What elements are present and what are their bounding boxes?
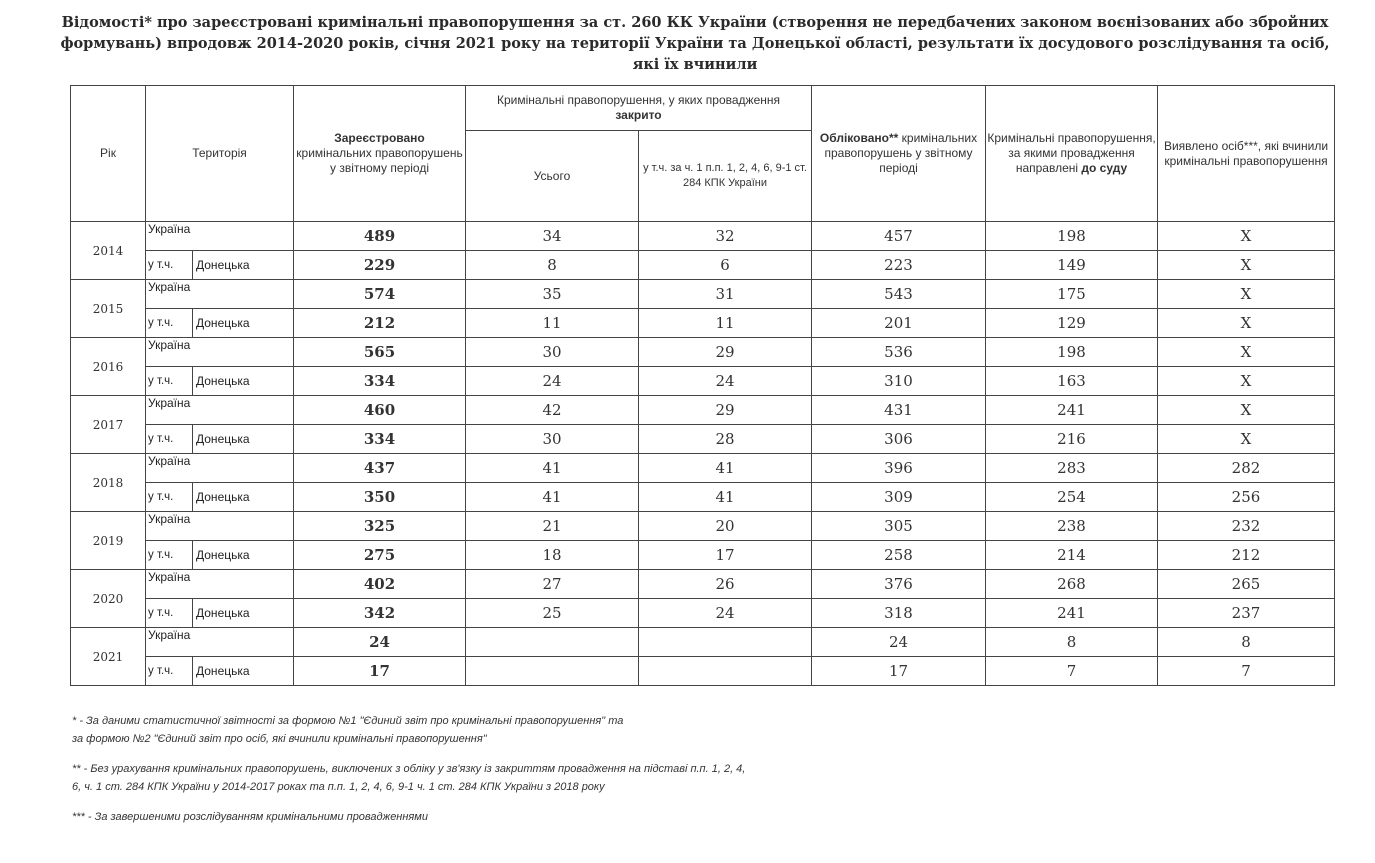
year-cell: 2019: [71, 512, 146, 570]
cell-registered: 460: [294, 396, 466, 425]
cell-closed-total: 30: [466, 338, 639, 367]
cell-registered: 229: [294, 251, 466, 280]
cell-closed-total: 8: [466, 251, 639, 280]
table-row-donetsk: [71, 251, 1335, 280]
territory-ukraine: Україна: [146, 454, 294, 483]
header-registered-bold: Зареєстровано: [334, 131, 425, 145]
cell-recorded: 376: [812, 570, 986, 599]
cell-closed-incl: 41: [639, 483, 812, 512]
header-registered-rest: кримінальних правопорушень у звітному періоді: [296, 146, 463, 175]
table-row-donetsk: [71, 425, 1335, 454]
cell-closed-total: 34: [466, 222, 639, 251]
cell-to-court: 149: [986, 251, 1158, 280]
cell-registered: 565: [294, 338, 466, 367]
cell-persons: Х: [1158, 367, 1335, 396]
statistics-table: [70, 85, 1335, 686]
territory-donetsk: Донецька: [193, 251, 294, 280]
cell-closed-total: [466, 657, 639, 686]
including-label: у т.ч.: [146, 251, 193, 280]
cell-closed-total: 21: [466, 512, 639, 541]
table-row-donetsk: [71, 541, 1335, 570]
header-closed-incl: у т.ч. за ч. 1 п.п. 1, 2, 4, 6, 9-1 ст. 284 КПК України: [639, 131, 812, 222]
cell-persons: Х: [1158, 309, 1335, 338]
cell-to-court: 163: [986, 367, 1158, 396]
footnote-1-line-2: за формою №2 "Єдиний звіт про осіб, які вчинили кримінальні правопорушення": [72, 733, 487, 745]
cell-to-court: 8: [986, 628, 1158, 657]
cell-closed-total: 41: [466, 483, 639, 512]
territory-donetsk: Донецька: [193, 425, 294, 454]
footnotes: [72, 712, 972, 826]
header-to-court-text: Кримінальні правопорушення, за якими провадження направлені: [987, 131, 1156, 175]
header-row-1: [71, 86, 1335, 131]
header-to-court: [986, 86, 1158, 222]
header-closed-group-bold: закрито: [615, 108, 662, 122]
cell-recorded: 536: [812, 338, 986, 367]
cell-recorded: 396: [812, 454, 986, 483]
cell-to-court: 238: [986, 512, 1158, 541]
table-row-ukraine: [71, 396, 1335, 425]
cell-closed-incl: 28: [639, 425, 812, 454]
cell-closed-incl: 32: [639, 222, 812, 251]
header-closed-group: [466, 86, 812, 131]
including-label: у т.ч.: [146, 657, 193, 686]
cell-persons: Х: [1158, 251, 1335, 280]
cell-registered: 325: [294, 512, 466, 541]
cell-to-court: 241: [986, 599, 1158, 628]
cell-closed-total: 30: [466, 425, 639, 454]
footnote-2-line-2: 6, ч. 1 ст. 284 КПК України у 2014-2017 роках та п.п. 1, 2, 4, 6, 9-1 ч. 1 ст. 284 КПК України з 2018 року: [72, 781, 605, 793]
cell-closed-total: 24: [466, 367, 639, 396]
territory-ukraine: Україна: [146, 222, 294, 251]
table-row-ukraine: [71, 222, 1335, 251]
cell-recorded: 305: [812, 512, 986, 541]
cell-recorded: 258: [812, 541, 986, 570]
territory-ukraine: Україна: [146, 280, 294, 309]
year-cell: 2021: [71, 628, 146, 686]
year-cell: 2020: [71, 570, 146, 628]
header-recorded: [812, 86, 986, 222]
cell-persons: 282: [1158, 454, 1335, 483]
cell-recorded: 543: [812, 280, 986, 309]
cell-to-court: 7: [986, 657, 1158, 686]
cell-closed-total: 41: [466, 454, 639, 483]
cell-registered: 334: [294, 425, 466, 454]
header-recorded-bold: Обліковано**: [819, 131, 899, 145]
cell-recorded: 431: [812, 396, 986, 425]
cell-registered: 350: [294, 483, 466, 512]
cell-persons: 265: [1158, 570, 1335, 599]
cell-persons: 8: [1158, 628, 1335, 657]
cell-to-court: 198: [986, 338, 1158, 367]
table-row-ukraine: [71, 512, 1335, 541]
cell-registered: 437: [294, 454, 466, 483]
territory-donetsk: Донецька: [193, 541, 294, 570]
year-cell: 2014: [71, 222, 146, 280]
cell-to-court: 241: [986, 396, 1158, 425]
year-cell: 2016: [71, 338, 146, 396]
territory-donetsk: Донецька: [193, 367, 294, 396]
cell-registered: 24: [294, 628, 466, 657]
cell-recorded: 223: [812, 251, 986, 280]
header-recorded-rest: кримінальних правопорушень у звітному періоді: [824, 131, 978, 175]
cell-closed-total: 11: [466, 309, 639, 338]
cell-closed-total: [466, 628, 639, 657]
cell-closed-incl: 26: [639, 570, 812, 599]
cell-persons: Х: [1158, 338, 1335, 367]
including-label: у т.ч.: [146, 599, 193, 628]
cell-recorded: 24: [812, 628, 986, 657]
table-row-donetsk: [71, 367, 1335, 396]
document-title: Відомості* про зареєстровані кримінальні правопорушення за ст. 260 КК України (створення не передбачених законом воєнізованих або збройних формувань) впродовж 2014-2020 років, січня 2021 року на території України та Донецької області, результати їх досудового розслідування та осіб, які їх вчинили: [60, 14, 1330, 73]
cell-registered: 342: [294, 599, 466, 628]
including-label: у т.ч.: [146, 309, 193, 338]
cell-closed-incl: [639, 657, 812, 686]
cell-closed-incl: 41: [639, 454, 812, 483]
including-label: у т.ч.: [146, 483, 193, 512]
header-year: Рік: [71, 86, 146, 222]
header-closed-total: Усього: [466, 131, 639, 222]
table-body: [71, 222, 1335, 686]
cell-closed-incl: 20: [639, 512, 812, 541]
table-row-donetsk: [71, 309, 1335, 338]
territory-ukraine: Україна: [146, 570, 294, 599]
cell-to-court: 129: [986, 309, 1158, 338]
cell-closed-incl: 29: [639, 338, 812, 367]
cell-closed-total: 27: [466, 570, 639, 599]
cell-persons: 212: [1158, 541, 1335, 570]
cell-to-court: 254: [986, 483, 1158, 512]
cell-registered: 574: [294, 280, 466, 309]
table-row-ukraine: [71, 570, 1335, 599]
territory-ukraine: Україна: [146, 628, 294, 657]
cell-to-court: 198: [986, 222, 1158, 251]
cell-persons: 232: [1158, 512, 1335, 541]
table-row-ukraine: [71, 338, 1335, 367]
footnote-1-line-1: * - За даними статистичної звітності за формою №1 "Єдиний звіт про кримінальні правопорушення" та: [72, 715, 624, 727]
cell-closed-incl: 24: [639, 599, 812, 628]
footnote-2-line-1: ** - Без урахування кримінальних правопорушень, виключених з обліку у зв'язку із закриттям провадження на підставі п.п. 1, 2, 4,: [72, 763, 746, 775]
territory-donetsk: Донецька: [193, 657, 294, 686]
including-label: у т.ч.: [146, 541, 193, 570]
cell-closed-incl: 11: [639, 309, 812, 338]
cell-to-court: 175: [986, 280, 1158, 309]
territory-donetsk: Донецька: [193, 309, 294, 338]
header-closed-group-text: Кримінальні правопорушення, у яких провадження: [497, 93, 780, 107]
cell-persons: Х: [1158, 396, 1335, 425]
cell-to-court: 268: [986, 570, 1158, 599]
including-label: у т.ч.: [146, 425, 193, 454]
cell-to-court: 214: [986, 541, 1158, 570]
cell-to-court: 216: [986, 425, 1158, 454]
cell-closed-incl: 31: [639, 280, 812, 309]
cell-closed-incl: 24: [639, 367, 812, 396]
header-registered: [294, 86, 466, 222]
cell-persons: 7: [1158, 657, 1335, 686]
header-persons: Виявлено осіб***, які вчинили кримінальні правопорушення: [1158, 86, 1335, 222]
year-cell: 2017: [71, 396, 146, 454]
cell-recorded: 457: [812, 222, 986, 251]
year-cell: 2015: [71, 280, 146, 338]
table-row-donetsk: [71, 599, 1335, 628]
cell-recorded: 309: [812, 483, 986, 512]
table-row-ukraine: [71, 454, 1335, 483]
cell-closed-total: 35: [466, 280, 639, 309]
cell-persons: Х: [1158, 425, 1335, 454]
cell-persons: Х: [1158, 222, 1335, 251]
territory-ukraine: Україна: [146, 512, 294, 541]
table-row-ukraine: [71, 280, 1335, 309]
territory-donetsk: Донецька: [193, 599, 294, 628]
table-row-donetsk: [71, 657, 1335, 686]
cell-registered: 275: [294, 541, 466, 570]
cell-closed-total: 42: [466, 396, 639, 425]
year-cell: 2018: [71, 454, 146, 512]
cell-registered: 334: [294, 367, 466, 396]
header-to-court-bold: до суду: [1081, 161, 1128, 175]
cell-closed-total: 25: [466, 599, 639, 628]
territory-ukraine: Україна: [146, 338, 294, 367]
territory-donetsk: Донецька: [193, 483, 294, 512]
territory-ukraine: Україна: [146, 396, 294, 425]
footnote-3: *** - За завершеними розслідуванням кримінальними провадженнями: [72, 811, 428, 823]
cell-recorded: 318: [812, 599, 986, 628]
cell-closed-total: 18: [466, 541, 639, 570]
cell-closed-incl: 6: [639, 251, 812, 280]
cell-to-court: 283: [986, 454, 1158, 483]
cell-recorded: 310: [812, 367, 986, 396]
cell-registered: 17: [294, 657, 466, 686]
table-row-donetsk: [71, 483, 1335, 512]
including-label: у т.ч.: [146, 367, 193, 396]
cell-closed-incl: [639, 628, 812, 657]
cell-registered: 402: [294, 570, 466, 599]
cell-recorded: 17: [812, 657, 986, 686]
cell-persons: 256: [1158, 483, 1335, 512]
cell-closed-incl: 17: [639, 541, 812, 570]
cell-persons: 237: [1158, 599, 1335, 628]
cell-registered: 489: [294, 222, 466, 251]
cell-registered: 212: [294, 309, 466, 338]
cell-recorded: 201: [812, 309, 986, 338]
cell-recorded: 306: [812, 425, 986, 454]
header-territory: Територія: [146, 86, 294, 222]
cell-closed-incl: 29: [639, 396, 812, 425]
table-row-ukraine: [71, 628, 1335, 657]
cell-persons: Х: [1158, 280, 1335, 309]
